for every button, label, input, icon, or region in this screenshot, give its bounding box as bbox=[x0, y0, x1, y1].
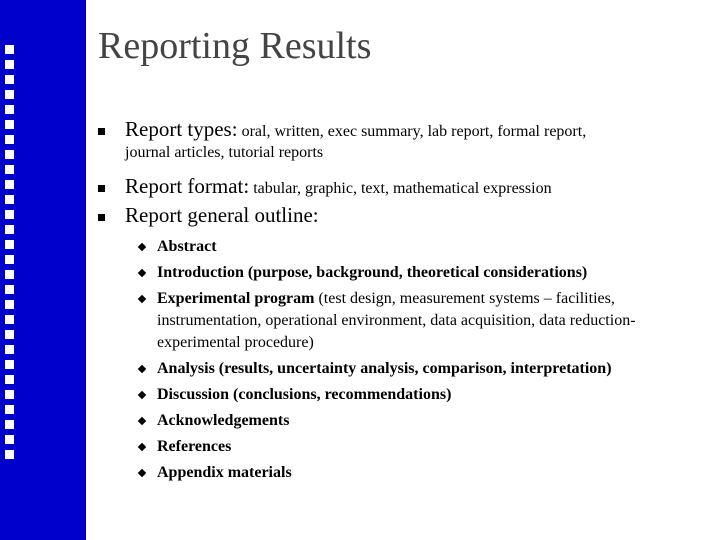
bullet-report-format bbox=[125, 174, 552, 199]
outline-item-rest: (test design, measurement systems – facilities, bbox=[314, 290, 615, 307]
decorative-sidebar bbox=[0, 0, 86, 540]
diamond-bullet-icon bbox=[138, 391, 146, 399]
outline-item-bold: Experimental program bbox=[157, 290, 315, 307]
slide-title: Reporting Results bbox=[98, 25, 372, 67]
outline-item: Appendix materials bbox=[157, 464, 292, 481]
diamond-bullet-icon bbox=[138, 269, 146, 277]
square-bullet-icon bbox=[98, 128, 105, 135]
square-bullet-icon bbox=[98, 185, 105, 192]
diamond-bullet-icon bbox=[138, 243, 146, 251]
diamond-bullet-icon bbox=[138, 295, 146, 303]
bullet-head: Report general outline: bbox=[125, 203, 319, 227]
outline-item: Analysis (results, uncertainty analysis, comparison, interpretation) bbox=[157, 360, 612, 377]
outline-item bbox=[157, 288, 615, 310]
sidebar-squares-left bbox=[5, 45, 21, 459]
square-bullet-icon bbox=[98, 214, 105, 221]
diamond-bullet-icon bbox=[138, 469, 146, 477]
outline-item-continued: experimental procedure) bbox=[157, 334, 314, 351]
outline-item: Abstract bbox=[157, 238, 217, 255]
bullet-tail: tabular, graphic, text, mathematical expression bbox=[249, 180, 552, 197]
outline-item-continued: instrumentation, operational environment, data acquisition, data reduction- bbox=[157, 312, 636, 329]
bullet-head: Report format: bbox=[125, 174, 250, 198]
bullet-tail: oral, written, exec summary, lab report, formal report, bbox=[237, 123, 587, 140]
diamond-bullet-icon bbox=[138, 365, 146, 373]
outline-item: Discussion (conclusions, recommendations) bbox=[157, 386, 452, 403]
bullet-head: Report types: bbox=[125, 117, 238, 141]
diamond-bullet-icon bbox=[138, 443, 146, 451]
outline-item: Introduction (purpose, background, theoretical considerations) bbox=[157, 264, 588, 281]
diamond-bullet-icon bbox=[138, 417, 146, 425]
bullet-tail-continued: journal articles, tutorial reports bbox=[125, 144, 324, 161]
outline-item: Acknowledgements bbox=[157, 412, 290, 429]
bullet-general-outline bbox=[125, 203, 319, 228]
outline-item: References bbox=[157, 438, 232, 455]
bullet-report-types bbox=[125, 117, 586, 142]
